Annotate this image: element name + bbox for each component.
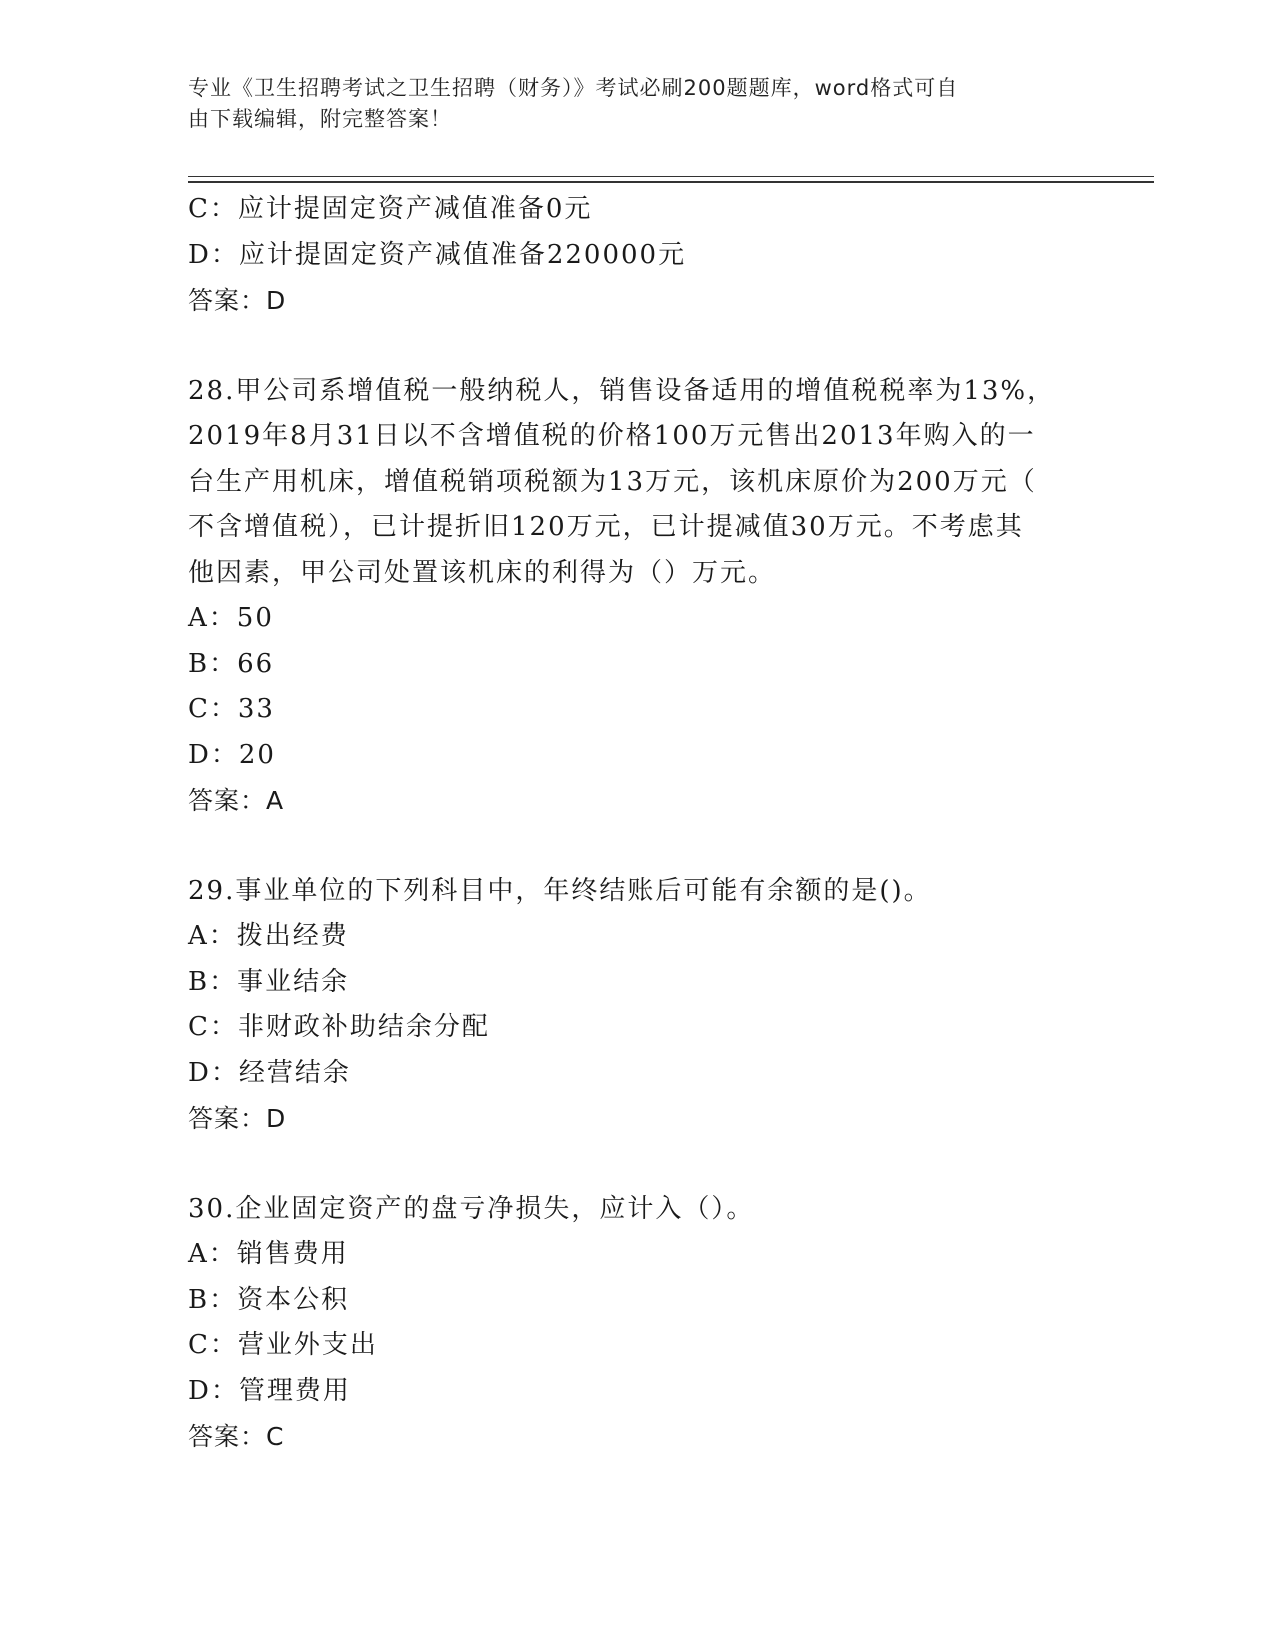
question-30 [188,1187,1088,1460]
question-stem-line: 29.事业单位的下列科目中，年终结账后可能有余额的是()。 [188,875,932,906]
option-b: B：资本公积 [188,1284,350,1315]
header-line-1: 专业《卫生招聘考试之卫生招聘（财务）》考试必刷200题题库，word格式可自 [188,76,959,100]
header-divider-thin [188,176,1154,177]
question-29 [188,869,1088,1142]
option-d: D：经营结余 [188,1057,351,1088]
header-divider-thick [188,181,1154,183]
question-stem-line: 台生产用机床，增值税销项税额为13万元，该机床原价为200万元（ [188,466,1037,497]
question-stem-line: 2019年8月31日以不含增值税的价格100万元售出2013年购入的一 [188,421,1036,451]
option-b: B：事业结余 [188,966,350,997]
option-c: C：33 [188,694,275,724]
option-d: D：20 [188,739,276,770]
option-d: D：应计提固定资产减值准备220000元 [188,239,687,270]
answer-line: 答案：C [188,1422,285,1451]
question-stem-line: 不含增值税），已计提折旧120万元，已计提减值30万元。不考虑其 [188,512,1024,542]
question-stem-line: 28.甲公司系增值税一般纳税人，销售设备适用的增值税税率为13%， [188,375,1056,406]
answer-line: 答案：A [188,786,285,815]
option-d: D：管理费用 [188,1375,351,1406]
option-c: C：应计提固定资产减值准备0元 [188,194,593,224]
header-line-2: 由下载编辑，附完整答案！ [188,107,452,131]
option-a: A：50 [188,603,274,633]
question-stem-line: 30.企业固定资产的盘亏净损失，应计入（）。 [188,1193,755,1224]
continued-question [188,187,1088,324]
question-stem-line: 他因素，甲公司处置该机床的利得为（）万元。 [188,557,777,588]
option-c: C：营业外支出 [188,1330,378,1360]
answer-line: 答案：D [188,286,287,315]
option-b: B：66 [188,648,275,679]
spacer [188,1142,1088,1187]
option-a: A：拨出经费 [188,921,349,951]
option-c: C：非财政补助结余分配 [188,1012,490,1042]
question-28 [188,369,1088,824]
question-content [188,187,1088,1460]
option-a: A：销售费用 [188,1239,349,1269]
spacer [188,824,1088,869]
spacer [188,324,1088,369]
document-header [188,73,1068,135]
answer-line: 答案：D [188,1104,287,1133]
